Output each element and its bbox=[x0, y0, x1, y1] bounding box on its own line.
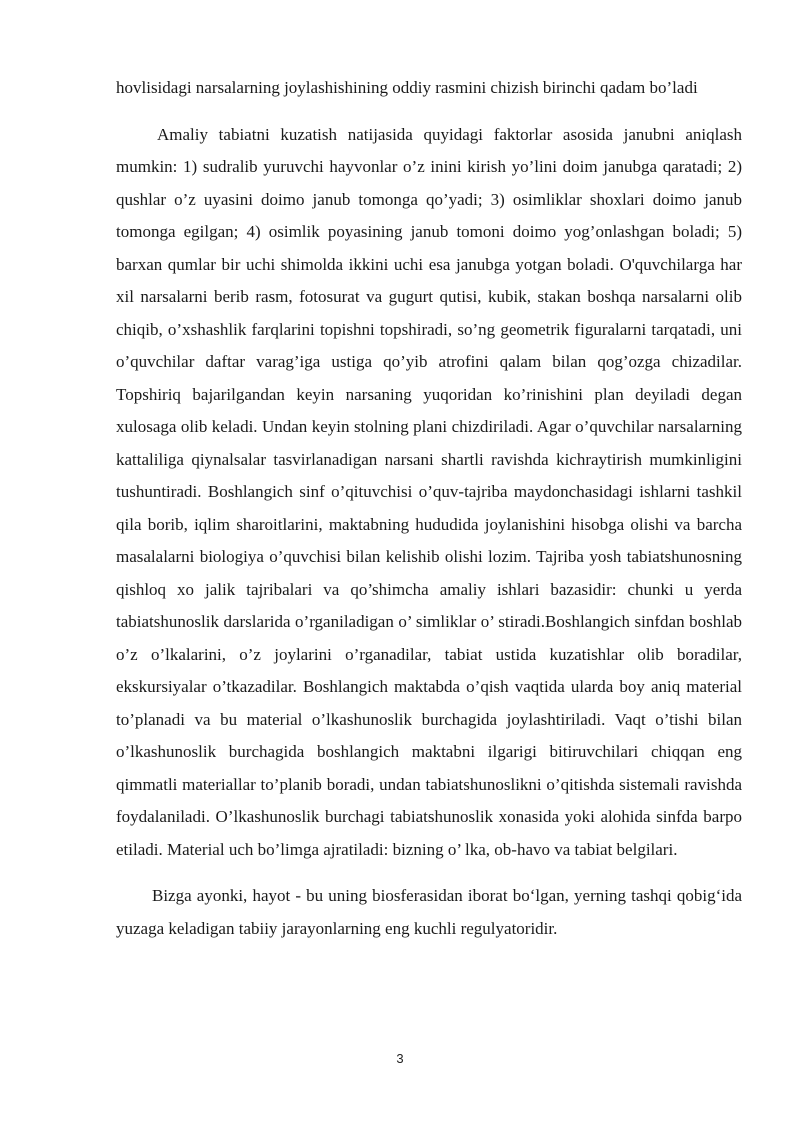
body-text bbox=[116, 72, 742, 945]
paragraph-continuation: hovlisidagi narsalarning joylashishining oddiy rasmini chizish birinchi qadam bo’ladi bbox=[116, 78, 698, 97]
page-number: 3 bbox=[396, 1051, 404, 1066]
paragraph-main: Amaliy tabiatni kuzatish natijasida quyidagi faktorlar asosida janubni aniqlash mumkin: 1) sudralib yuruvchi hayvonlar o’z inini kirish yo’lini doim janubga qaratadi; 2) qushlar o’z uyasini doimo janub tomonga qo’yadi; 3) osimliklar shoxlari doimo janub tomonga egilgan; 4) osimlik poyasining janub tomoni doimo yog’onlashgan boladi; 5) barxan qumlar bir uchi shimolda ikkini uchi esa janubga yotgan boladi. O'quvchilarga har xil narsalarni berib rasm, fotosurat va gugurt qutisi, kubik, stakan boshqa narsalarni olib chiqib, o’xshashlik farqlarini topishni topshiradi, so’ng geometrik figuralarni tarqatadi, uni o’quvchilar daftar varag’iga ustiga qo’yib atrofini qalam bilan qog’ozga chizadilar. Topshiriq bajarilgandan keyin narsaning yuqoridan ko’rinishini plan deyiladi degan xulosaga olib keladi. Undan keyin stolning plani chizdiriladi. Agar o’quvchilar narsalarning kattaliliga qiynalsalar tasvirlanadigan narsani shartli ravishda kichraytirish mumkinligini tushuntiradi. Boshlangich sinf o’qituvchisi o’quv-tajriba maydonchasidagi ishlarni tashkil qila borib, iqlim sharoitlarini, maktabning hududida joylanishini hisobga olishi va barcha masalalarni biologiya o’quvchisi bilan kelishib olishi lozim. Tajriba yosh tabiatshunosning qishloq xo jalik tajribalari va qo’shimcha amaliy ishlari bazasidir: chunki u yerda tabiatshunoslik darslarida o’rganiladigan o’ simliklar o’ stiradi.Boshlangich sinfdan boshlab o’z o’lkalarini, o’z joylarini o’rganadilar, tabiat ustida kuzatishlar olib boradilar, ekskursiyalar o’tkazadilar. Boshlangich maktabda o’qish vaqtida ularda boy aniq material to’planadi va bu material o’lkashunoslik burchagida joylashtiriladi. Vaqt o’tishi bilan o’lkashunoslik burchagida boshlangich maktabni ilgarigi bitiruvchilari chiqqan eng qimmatli materiallar to’planib boradi, undan tabiatshunoslikni o’qitishda sistemali ravishda foydalaniladi. O’lkashunoslik burchagi tabiatshunoslik xonasida yoki alohida sinfda barpo etiladi. Material uch bo’limga ajratiladi: bizning o’ lka, ob-havo va tabiat belgilari. bbox=[116, 124, 742, 859]
paragraph-closing: Bizga ayonki, hayot - bu uning biosferasidan iborat bo‘lgan, yerning tashqi qobig‘ida yuzaga keladigan tabiiy jarayonlarning eng kuchli regulyatoridir. bbox=[116, 886, 742, 938]
